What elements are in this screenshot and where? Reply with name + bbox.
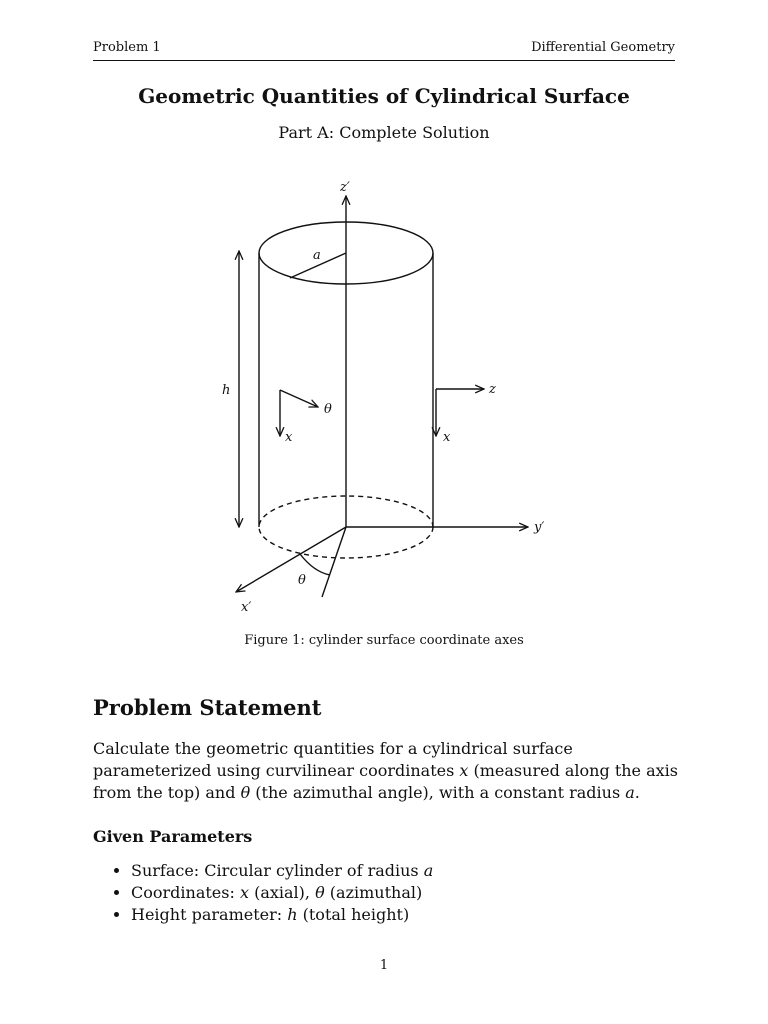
statement-text-4: . bbox=[634, 783, 640, 802]
statement-text-2: (measured along the axis from the top) and bbox=[93, 761, 678, 802]
list-item bbox=[131, 882, 691, 904]
azimuth-line bbox=[322, 527, 346, 597]
item-text: (total height) bbox=[297, 905, 410, 924]
cylinder-figure bbox=[0, 170, 768, 630]
theta-local-label: θ bbox=[324, 402, 332, 417]
height-label: h bbox=[222, 383, 231, 398]
statement-var-x: x bbox=[459, 761, 469, 780]
z-prime-label: z′ bbox=[340, 180, 350, 195]
statement-var-a: a bbox=[625, 783, 635, 802]
theta-angle-label: θ bbox=[298, 573, 306, 588]
section-title: Problem Statement bbox=[93, 695, 322, 720]
x-prime-axis bbox=[236, 527, 346, 592]
radius-label: a bbox=[313, 248, 321, 263]
given-parameters-title: Given Parameters bbox=[93, 827, 253, 846]
item-var: x bbox=[239, 883, 249, 902]
item-var: h bbox=[287, 905, 298, 924]
local-theta-arrow bbox=[280, 390, 318, 407]
problem-statement bbox=[93, 738, 693, 804]
header-left: Problem 1 bbox=[93, 40, 161, 55]
page-title: Geometric Quantities of Cylindrical Surface bbox=[138, 84, 630, 108]
list-item bbox=[131, 860, 691, 882]
page-subtitle: Part A: Complete Solution bbox=[278, 123, 490, 142]
list-item bbox=[131, 904, 691, 926]
x-local-label: x bbox=[285, 430, 293, 445]
statement-text-3: (the azimuthal angle), with a constant radius bbox=[250, 783, 626, 802]
x-prime-label: x′ bbox=[241, 600, 252, 615]
item-text: Surface: Circular cylinder of radius bbox=[131, 861, 424, 880]
item-var: θ bbox=[315, 883, 325, 902]
z-right-label: z bbox=[489, 382, 496, 397]
y-prime-label: y′ bbox=[534, 520, 545, 535]
running-header bbox=[93, 40, 675, 61]
item-text: (axial), bbox=[248, 883, 316, 902]
x-right-label: x bbox=[443, 430, 451, 445]
item-text: Height parameter: bbox=[131, 905, 288, 924]
page-number: 1 bbox=[379, 958, 389, 973]
item-text: (azimuthal) bbox=[324, 883, 423, 902]
item-var: a bbox=[423, 861, 434, 880]
given-parameters-list bbox=[93, 860, 691, 926]
statement-text-1: Calculate the geometric quantities for a cylindrical surface parameterized using curvilinear coordinates bbox=[93, 739, 573, 780]
header-right: Differential Geometry bbox=[531, 40, 675, 55]
figure-caption: Figure 1: cylinder surface coordinate axes bbox=[244, 633, 524, 648]
statement-var-theta: θ bbox=[240, 783, 251, 802]
item-text: Coordinates: bbox=[131, 883, 240, 902]
